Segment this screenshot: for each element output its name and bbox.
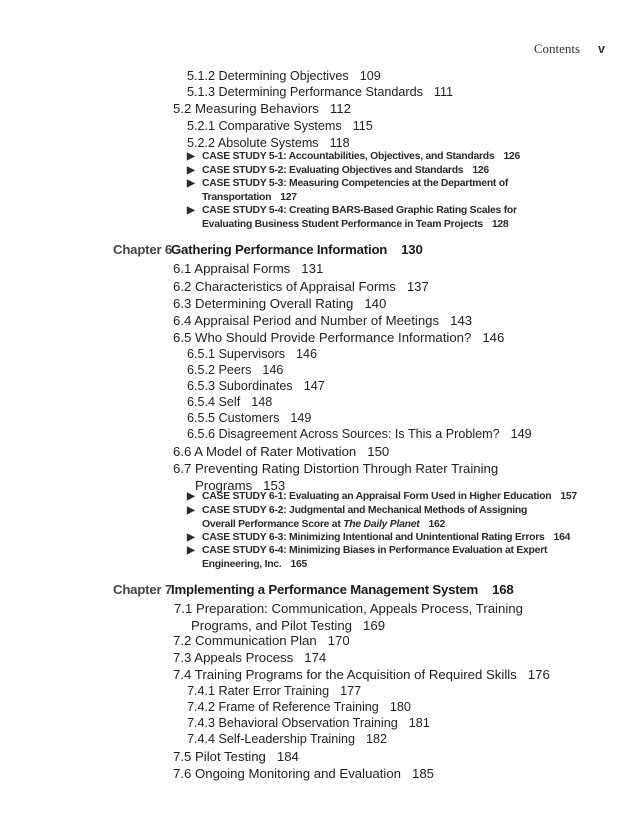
running-title: Contents [533,41,581,56]
chapter-label: Chapter 6 [113,242,173,257]
toc-entry: 7.4 Training Programs for the Acquisition of Required Skills 176 [173,667,550,682]
case-study-entry: ▶ CASE STUDY 6-3: Minimizing Intentional and Unintentional Rating Errors 164 [187,532,571,543]
toc-entry: 7.5 Pilot Testing 184 [173,749,299,764]
toc-entry: 7.1 Preparation: Communication, Appeals Process, Training Programs, and Pilot Testing 169 [174,601,523,633]
toc-entry: 5.1.3 Determining Performance Standards 111 [187,85,454,99]
toc-entry: 6.5.5 Customers 149 [187,411,312,425]
toc-entry: 7.4.2 Frame of Reference Training 180 [187,700,411,714]
triangle-bullet-icon: ▶ [187,491,195,502]
toc-entry: 6.6 A Model of Rater Motivation 150 [173,444,390,459]
toc-entry: 6.1 Appraisal Forms 131 [173,261,324,276]
triangle-bullet-icon: ▶ [187,165,195,176]
toc-entry: 6.7 Preventing Rating Distortion Through Rater Training Programs 153 [173,461,499,493]
case-study-entry: ▶ CASE STUDY 6-2: Judgmental and Mechanical Methods of Assigning Overall Performance Score at The Daily Planet 162 [187,505,528,530]
triangle-bullet-icon: ▶ [187,151,195,162]
case-study-entry: ▶ CASE STUDY 5-3: Measuring Competencies at the Department of Transportation 127 [187,178,509,203]
toc-entry: 5.2 Measuring Behaviors 112 [173,101,351,116]
triangle-bullet-icon: ▶ [187,505,195,516]
chapter-title: Implementing a Performance Management System [171,582,479,597]
toc-entry: 6.5.2 Peers 146 [187,363,284,377]
toc-entry: 6.5 Who Should Provide Performance Information? 146 [173,330,505,345]
toc-entry: 7.6 Ongoing Monitoring and Evaluation 185 [173,766,435,781]
toc-entry: 6.2 Characteristics of Appraisal Forms 137 [173,279,429,294]
toc-entry: 7.4.3 Behavioral Observation Training 181 [187,716,430,730]
toc-entry: 6.5.6 Disagreement Across Sources: Is This a Problem? 149 [187,427,532,441]
toc-entry: 6.5.3 Subordinates 147 [187,379,325,393]
toc-page: Contents v 5.1.2 Determining Objectives 109 5.1.3 Determining Performance Standards 111 5.2 Measuring Behaviors 112 5.2.1 Comparative Systems 115 5.2.2 Absolute Systems 118 ▶ CASE STUDY 5-1: Accountabilities, Objectives, and Standards 126 ▶ CASE STUDY 5-2: Evaluating Objectives and Standards 126 ▶ CASE STUDY 5-3: Measuring Competencies at the Department of Transportation 127 ▶ CASE STUDY 5-4: Creating BARS-Based Graphic Rating Scales for Evaluating Business Student Performance in Team Projects 128 Chapter 6 Gathering Performance Information 130 6.1 Appraisal Forms 131 6.2 Characteristics of Appraisal Forms 137 6.3 Determining Overall Rating 140 6.4 Appraisal Period and Number of Meetings 143 6.5 Who Should Provide Performance Information? 146 6.5.1 Supervisors 146 6.5.2 Peers 146 6.5.3 Subordinates 147 6.5.4 Self 148 6.5.5 Customers 149 6.5.6 Disagreement Across Sources: Is This a Problem? 149 6.6 A Model of Rater Motivation 150 6.7 Preventing Rating Distortion Through Rater Training Programs 153 ▶ CASE STUDY 6-1: Evaluating an Appraisal Form Used in Higher Education 157 ▶ CASE STUDY 6-2: Judgmental and Mechanical Methods of Assigning Overall Performance Score at The Daily Planet 162 ▶ CASE STUDY 6-3: Minimizing Intentional and Unintentional Rating Errors 164 ▶ CASE STUDY 6-4: Minimizing Biases in Performance Evaluation at Expert Engineering, Inc. 165 Chapter 7 Implementing a Performance Management System 168 7.1 Preparation: Communication, Appeals Process, Training Programs, and Pilot Testing 169 7.2 Communication Plan 170 7.3 Appeals Process 174 7.4 Training Programs for the Acquisition of Required Skills 176 7.4.1 Rater Error Training 177 7.4.2 Frame of Reference Training 180 7.4.3 Behavioral Observation Training 181 7.4.4 Self-Leadership Training 182 7.5 Pilot Testing 184 7.6 Ongoing Monitoring and Evaluation 185 [113,41,605,781]
triangle-bullet-icon: ▶ [187,532,195,543]
toc-entry: 5.2.2 Absolute Systems 118 [187,136,350,150]
case-study-entry: ▶ CASE STUDY 6-4: Minimizing Biases in Performance Evaluation at Expert Engineering, Inc. 165 [187,545,548,570]
toc-entry: 6.4 Appraisal Period and Number of Meetings 143 [173,313,473,328]
running-header [534,41,605,57]
toc-entry: 6.3 Determining Overall Rating 140 [173,296,387,311]
case-study-entry: ▶ CASE STUDY 5-4: Creating BARS-Based Graphic Rating Scales for Evaluating Business Student Performance in Team Projects 128 [187,205,517,230]
chapter-title: Gathering Performance Information [171,242,388,257]
toc-entry: 5.1.2 Determining Objectives 109 [187,69,381,83]
toc-entry: 7.3 Appeals Process 174 [173,650,327,665]
toc-entry: 7.4.1 Rater Error Training 177 [187,684,362,698]
case-study-entry: ▶ CASE STUDY 6-1: Evaluating an Appraisal Form Used in Higher Education 157 [187,491,577,502]
toc-entry: 5.2.1 Comparative Systems 115 [187,119,373,133]
case-study-entry: ▶ CASE STUDY 5-2: Evaluating Objectives and Standards 126 [187,165,489,176]
case-study-entry: ▶ CASE STUDY 5-1: Accountabilities, Objectives, and Standards 126 [187,151,521,162]
toc-entry: 7.2 Communication Plan 170 [173,633,350,648]
chapter-label: Chapter 7 [113,582,173,597]
toc-entry: 7.4.4 Self-Leadership Training 182 [187,732,388,746]
triangle-bullet-icon: ▶ [187,178,195,189]
triangle-bullet-icon: ▶ [187,205,195,216]
triangle-bullet-icon: ▶ [187,545,195,556]
toc-entry: 6.5.4 Self 148 [187,395,273,409]
toc-entry: 6.5.1 Supervisors 146 [187,347,318,361]
page-number: v [598,42,605,56]
